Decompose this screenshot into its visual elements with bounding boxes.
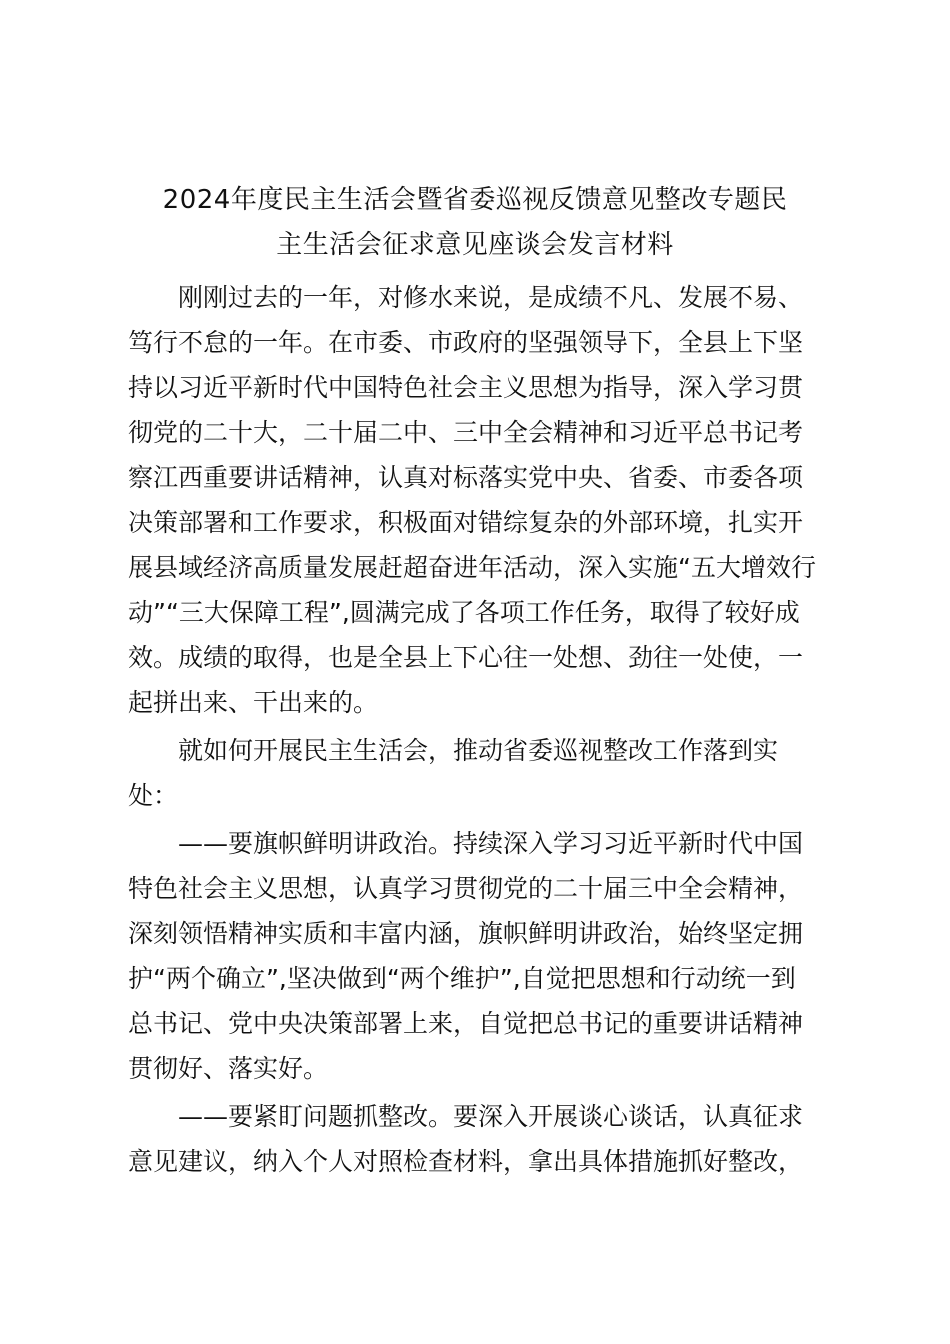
paragraph-politics <box>128 821 828 1091</box>
text-line: 就如何开展民主生活会，推动省委巡视整改工作落到实 <box>128 736 779 765</box>
text-line: 决策部署和工作要求，积极面对错综复杂的外部环境，扎实开 <box>128 508 804 537</box>
text-line: 处： <box>128 781 179 810</box>
text-line: 意见建议，纳入个人对照检查材料，拿出具体措施抓好整改， <box>128 1147 804 1176</box>
text-line: 特色社会主义思想，认真学习贯彻党的二十届三中全会精神， <box>128 874 804 903</box>
text-line: 持以习近平新时代中国特色社会主义思想为指导，深入学习贯 <box>128 373 804 402</box>
document-title <box>120 178 830 268</box>
text-line: 笃行不怠的一年。在市委、市政府的坚强领导下，全县上下坚 <box>128 328 804 357</box>
text-line: 刚刚过去的一年，对修水来说，是成绩不凡、发展不易、 <box>128 283 804 312</box>
text-line: 彻党的二十大，二十届二中、三中全会精神和习近平总书记考 <box>128 418 804 447</box>
text-line: ——要旗帜鲜明讲政治。持续深入学习习近平新时代中国 <box>128 829 804 858</box>
text-line: 总书记、党中央决策部署上来，自觉把总书记的重要讲话精神 <box>128 1009 804 1038</box>
paragraph-summary <box>128 275 828 725</box>
text-line: 动”“三大保障工程”,圆满完成了各项工作任务，取得了较好成 <box>128 598 800 627</box>
title-line: 主生活会征求意见座谈会发言材料 <box>276 230 674 260</box>
text-line: 起拼出来、干出来的。 <box>128 688 379 717</box>
text-line: 护“两个确立”,坚决做到“两个维护”,自觉把思想和行动统一到 <box>128 964 796 993</box>
text-line: 效。成绩的取得，也是全县上下心往一处想、劲往一处使，一 <box>128 643 804 672</box>
text-line: ——要紧盯问题抓整改。要深入开展谈心谈话，认真征求 <box>128 1102 804 1131</box>
text-line: 察江西重要讲话精神，认真对标落实党中央、省委、市委各项 <box>128 463 804 492</box>
text-line: 贯彻好、落实好。 <box>128 1054 329 1083</box>
paragraph-rectification <box>128 1094 828 1184</box>
document-body <box>128 275 828 1187</box>
paragraph-intro <box>128 728 828 818</box>
title-line: 2024年度民主生活会暨省委巡视反馈意见整改专题民 <box>162 185 788 215</box>
text-line: 深刻领悟精神实质和丰富内涵，旗帜鲜明讲政治，始终坚定拥 <box>128 919 804 948</box>
text-line: 展县域经济高质量发展赶超奋进年活动，深入实施“五大增效行 <box>128 553 816 582</box>
